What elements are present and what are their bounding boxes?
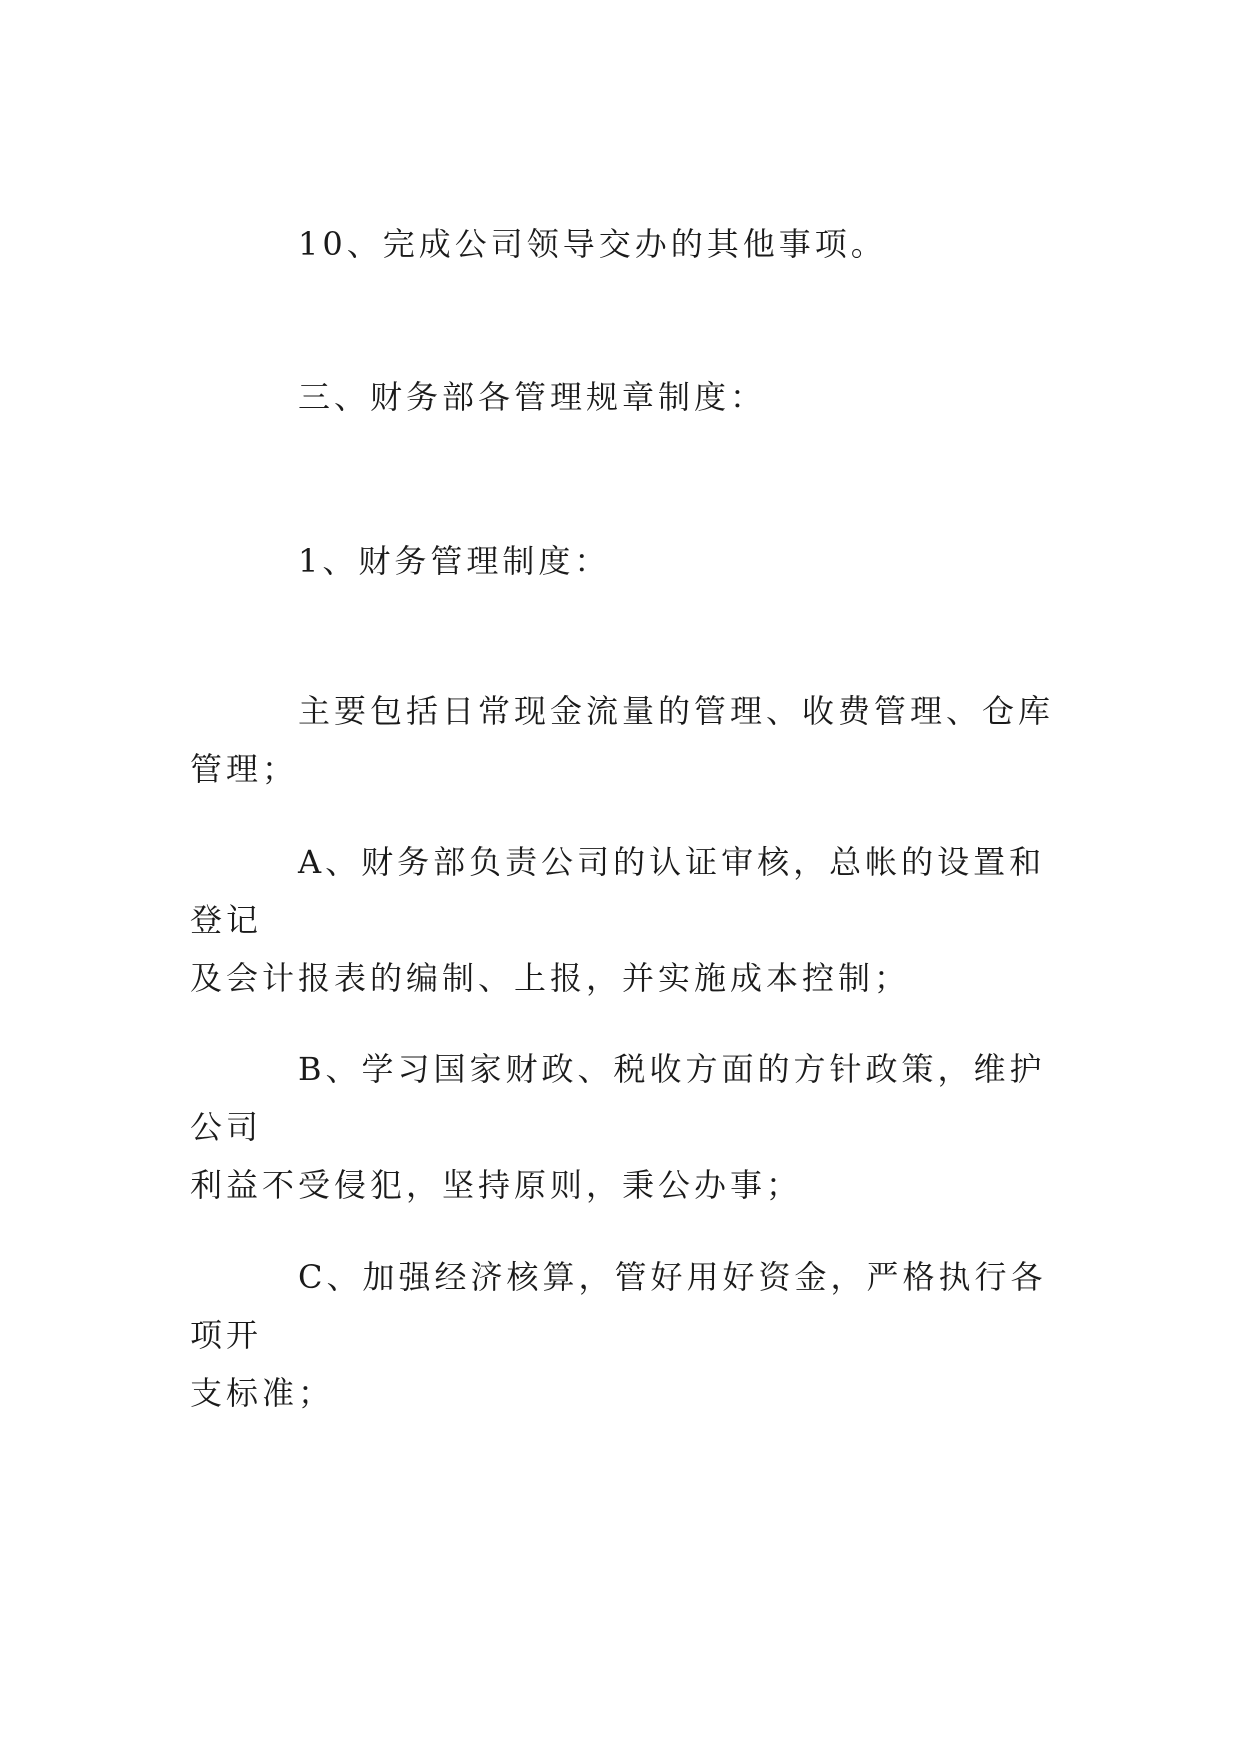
paragraph-item-a bbox=[190, 833, 1060, 1007]
paragraph-line: 及会计报表的编制、上报，并实施成本控制； bbox=[190, 959, 911, 997]
paragraph-item-10 bbox=[190, 215, 1060, 273]
paragraph-line: 主要包括日常现金流量的管理、收费管理、仓库管理； bbox=[190, 692, 1055, 788]
paragraph-line: C、加强经济核算，管好用好资金，严格执行各项开 bbox=[190, 1258, 1047, 1354]
paragraph-line: 支标准； bbox=[190, 1374, 335, 1412]
paragraph-line: A、财务部负责公司的认证审核，总帐的设置和登记 bbox=[190, 843, 1046, 939]
paragraph-main-scope bbox=[190, 682, 1060, 798]
subsection-heading-1 bbox=[190, 532, 1060, 590]
paragraph-line: 利益不受侵犯，坚持原则，秉公办事； bbox=[190, 1166, 803, 1204]
paragraph-item-b bbox=[190, 1040, 1060, 1214]
paragraph-line: B、学习国家财政、税收方面的方针政策，维护公司 bbox=[190, 1050, 1046, 1146]
paragraph-line: 10、完成公司领导交办的其他事项。 bbox=[298, 225, 887, 263]
paragraph-line: 三、财务部各管理规章制度： bbox=[298, 378, 767, 416]
paragraph-item-c bbox=[190, 1248, 1060, 1422]
paragraph-line: 1、财务管理制度： bbox=[298, 542, 611, 580]
section-heading-3 bbox=[190, 368, 1060, 426]
